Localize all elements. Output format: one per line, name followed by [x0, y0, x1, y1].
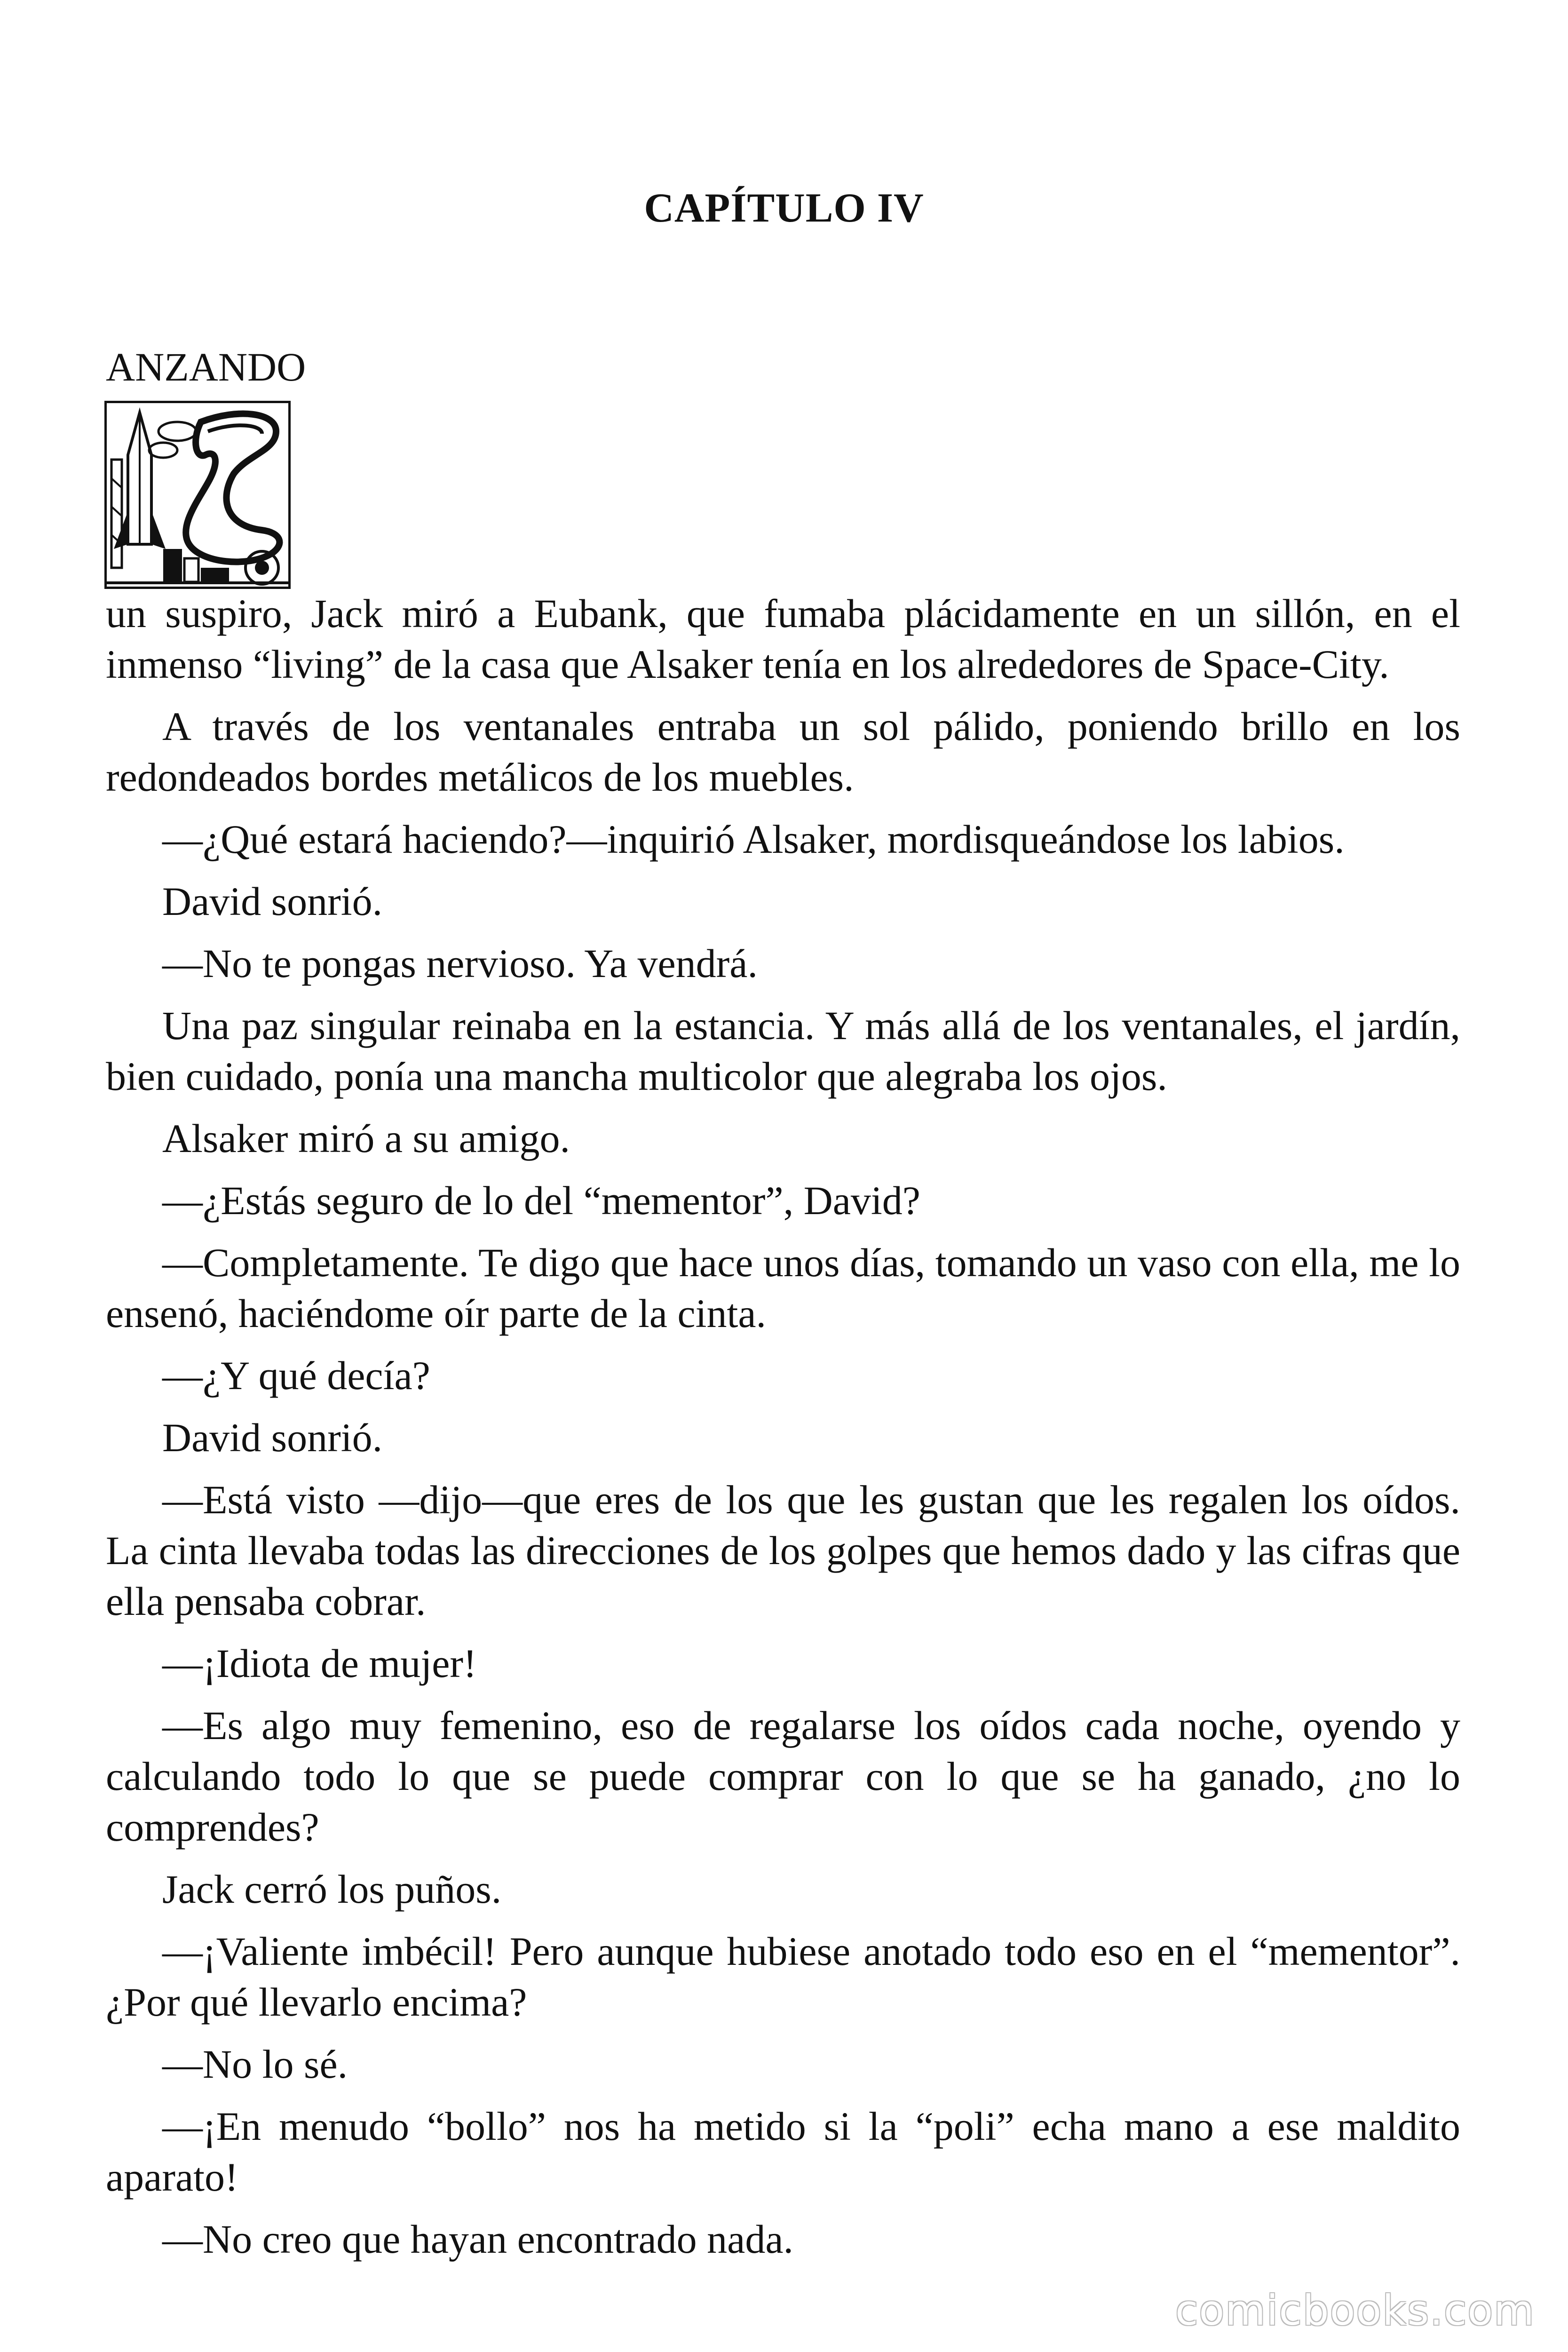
paragraph: —¡En menudo “bollo” nos ha metido si la “poli” echa mano a ese maldito aparato! — [106, 2104, 1460, 2200]
paragraph: un suspiro, Jack miró a Eubank, que fumaba plácidamente en un sillón, en el inmenso “living” de la casa que Alsaker tenía en los alrededores de Space-City. — [106, 591, 1460, 687]
body-text — [106, 588, 1460, 2276]
paragraph: —Completamente. Te digo que hace unos días, tomando un vaso con ella, me lo ensenó, haciéndome oír parte de la cinta. — [106, 1240, 1460, 1336]
paragraph: —¿Y qué decía? — [162, 1353, 430, 1398]
paragraph: —¿Estás seguro de lo del “mementor”, David? — [162, 1178, 920, 1223]
paragraph: —No lo sé. — [162, 2042, 348, 2087]
paragraph: —¿Qué estará haciendo?—inquirió Alsaker, mordisqueándose los labios. — [162, 817, 1345, 862]
paragraph: Alsaker miró a su amigo. — [162, 1116, 570, 1161]
paragraph: —Está visto —dijo—que eres de los que les gustan que les regalen los oídos. La cinta llevaba todas las direcciones de los golpes que hemos dado y las cifras que ella pensaba cobrar. — [106, 1477, 1460, 1624]
paragraph: Jack cerró los puños. — [162, 1867, 502, 1912]
paragraph: —¡Valiente imbécil! Pero aunque hubiese anotado todo eso en el “mementor”. ¿Por qué llevarlo encima? — [106, 1929, 1460, 2025]
watermark: comicbooks.com — [1175, 2286, 1535, 2335]
paragraph: David sonrió. — [162, 1415, 383, 1460]
paragraph: —¡Idiota de mujer! — [162, 1641, 477, 1686]
drop-cap-lead-word: ANZANDO — [106, 344, 306, 389]
paragraph: —No creo que hayan encontrado nada. — [162, 2217, 793, 2262]
paragraph: A través de los ventanales entraba un sol pálido, poniendo brillo en los redondeados bordes metálicos de los muebles. — [106, 704, 1460, 800]
paragraph: David sonrió. — [162, 879, 383, 924]
paragraph: —Es algo muy femenino, eso de regalarse los oídos cada noche, oyendo y calculando todo lo que se puede comprar con lo que se ha ganado, ¿no lo comprendes? — [106, 1703, 1460, 1850]
paragraph: Una paz singular reinaba en la estancia. Y más allá de los ventanales, el jardín, bien cuidado, ponía una mancha multicolor que alegraba los ojos. — [106, 1003, 1460, 1099]
chapter-title: CAPÍTULO IV — [644, 185, 924, 231]
rocket-initial-icon — [104, 401, 291, 589]
paragraph: —No te pongas nervioso. Ya vendrá. — [162, 941, 758, 986]
